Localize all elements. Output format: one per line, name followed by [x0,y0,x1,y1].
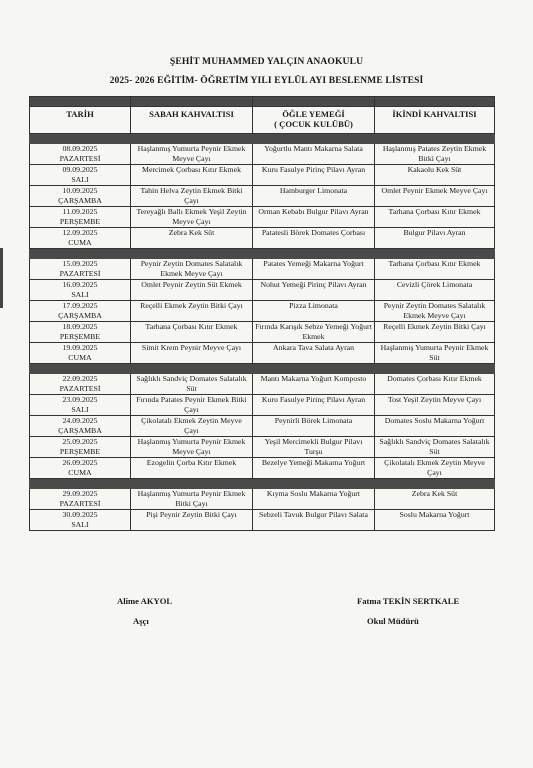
date-cell [30,343,131,364]
date-text: 22.09.2025 [62,374,98,383]
date-text: 29.09.2025 [62,489,98,498]
school-name: ŞEHİT MUHAMMED YALÇIN ANAOKULU [169,56,364,67]
date-cell [30,228,131,249]
breakfast-cell: Haşlanmış Yumurta Peynir Ekmek Meyve Çayı [131,437,253,458]
table-row [30,510,495,531]
principal-name: Fatma TEKİN SERTKALE [357,596,460,606]
principal-role: Okul Müdürü [367,616,419,626]
date-cell [30,280,131,301]
table-row [30,186,495,207]
afternoon-cell: Çikolatalı Ekmek Zeytin Meyve Çayı [375,458,495,479]
day-name: ÇARŞAMBA [58,310,102,320]
day-name: SALI [71,174,89,184]
header-band [30,97,495,107]
date-cell [30,144,131,165]
week-separator [30,249,495,259]
date-cell [30,186,131,207]
breakfast-cell: Sağlıklı Sandviç Domates Salatalık Süt [131,374,253,395]
lunch-cell: Hamburger Limonata [253,186,375,207]
meal-plan-table [29,96,495,531]
breakfast-cell: Haşlanmış Yumurta Peynir Ekmek Meyve Çayı [131,144,253,165]
breakfast-cell: Peynir Zeytin Domates Salatalık Ekmek Meyve Çayı [131,259,253,280]
table-row [30,458,495,479]
date-text: 25.09.2025 [62,437,98,446]
date-text: 26.09.2025 [62,458,98,467]
day-name: ÇARŞAMBA [58,425,102,435]
day-name: CUMA [68,352,92,362]
breakfast-cell: Simit Krem Peynir Meyve Çayı [131,343,253,364]
day-name: PAZARTESİ [59,383,101,393]
afternoon-cell: Reçelli Ekmek Zeytin Bitki Çayı [375,322,495,343]
lunch-cell: Patates Yemeği Makarna Yoğurt [253,259,375,280]
cook-role: Aşçı [133,616,149,626]
lunch-cell: Sebzeli Tavuk Bulgur Pilavı Salata [253,510,375,531]
breakfast-cell: Reçelli Ekmek Zeytin Bitki Çayı [131,301,253,322]
column-header-breakfast: SABAH KAHVALTISI [131,107,253,134]
date-text: 24.09.2025 [62,416,98,425]
week-separator [30,134,495,144]
table-row [30,301,495,322]
lunch-cell: Orman Kebabı Bulgur Pilavı Ayran [253,207,375,228]
lunch-cell: Ankara Tava Salata Ayran [253,343,375,364]
date-cell [30,165,131,186]
afternoon-cell: Domates Çorbası Kıtır Ekmek [375,374,495,395]
scan-edge-mark [0,248,3,308]
afternoon-cell: Cevizli Çörek Limonata [375,280,495,301]
table-row [30,437,495,458]
afternoon-cell: Haşlanmış Patates Zeytin Ekmek Bitki Çayı [375,144,495,165]
table-row [30,416,495,437]
date-text: 12.09.2025 [62,228,98,237]
day-name: ÇARŞAMBA [58,195,102,205]
table-row [30,395,495,416]
table-row [30,165,495,186]
date-cell [30,510,131,531]
date-cell [30,301,131,322]
afternoon-cell: Omlet Peynir Ekmek Meyve Çayı [375,186,495,207]
date-text: 15.09.2025 [62,259,98,268]
date-cell [30,458,131,479]
breakfast-cell: Tereyağlı Ballı Ekmek Yeşil Zeytin Meyve Çayı [131,207,253,228]
date-text: 11.09.2025 [62,207,98,216]
afternoon-cell: Soslu Makarna Yoğurt [375,510,495,531]
lunch-cell: Kuru Fasulye Pirinç Pilavı Ayran [253,165,375,186]
breakfast-cell: Çikolatalı Ekmek Zeytin Meyve Çayı [131,416,253,437]
date-cell [30,416,131,437]
afternoon-cell: Domates Soslu Makarna Yoğurt [375,416,495,437]
lunch-cell: Fırında Karışık Sebze Yemeği Yoğurt Ekmek [253,322,375,343]
lunch-cell: Nohut Yemeği Pirinç Pilavı Ayran [253,280,375,301]
date-cell [30,437,131,458]
afternoon-cell: Tarhana Çorbası Kıtır Ekmek [375,259,495,280]
date-text: 18.09.2025 [62,322,98,331]
day-name: PAZARTESİ [59,153,101,163]
breakfast-cell: Haşlanmış Yumurta Peynir Ekmek Bitki Çayı [131,489,253,510]
week-separator [30,364,495,374]
table-row [30,207,495,228]
breakfast-cell: Ezogelin Çorba Kıtır Ekmek [131,458,253,479]
breakfast-cell: Tarhana Çorbası Kıtır Ekmek [131,322,253,343]
day-name: PERŞEMBE [59,216,101,226]
lunch-cell: Peynirli Börek Limonata [253,416,375,437]
column-header-lunch: ÖĞLE YEMEĞİ ( ÇOCUK KULÜBÜ) [253,107,375,134]
lunch-cell: Kıyma Soslu Makarna Yoğurt [253,489,375,510]
afternoon-cell: Zebra Kek Süt [375,489,495,510]
table-row [30,489,495,510]
cook-name: Alime AKYOL [117,596,173,606]
lunch-cell: Yoğurtlu Mantı Makarna Salata [253,144,375,165]
afternoon-cell: Sağlıklı Sandviç Domates Salatalık Süt [375,437,495,458]
date-cell [30,374,131,395]
date-text: 10.09.2025 [62,186,98,195]
table-row [30,144,495,165]
table-row [30,280,495,301]
breakfast-cell: Tahin Helva Zeytin Ekmek Bitki Çayı [131,186,253,207]
table-row [30,259,495,280]
column-header-date: TARİH [30,107,131,134]
afternoon-cell: Tarhana Çorbası Kıtır Ekmek [375,207,495,228]
table-row [30,322,495,343]
breakfast-cell: Pişi Peynir Zeytin Bitki Çayı [131,510,253,531]
lunch-cell: Patatesli Börek Domates Çorbası [253,228,375,249]
afternoon-cell: Kakaolu Kek Süt [375,165,495,186]
date-cell [30,259,131,280]
date-text: 19.09.2025 [62,343,98,352]
date-text: 23.09.2025 [62,395,98,404]
breakfast-cell: Fırında Patates Peynir Ekmek Bitki Çayı [131,395,253,416]
date-text: 09.09.2025 [62,165,98,174]
breakfast-cell: Mercimek Çorbası Kıtır Ekmek [131,165,253,186]
day-name: CUMA [68,467,92,477]
afternoon-cell: Tost Yeşil Zeytin Meyve Çayı [375,395,495,416]
lunch-cell: Mantı Makarna Yoğurt Komposto [253,374,375,395]
column-header-afternoon: İKİNDİ KAHVALTISI [375,107,495,134]
afternoon-cell: Haşlanmış Yumurta Peynir Ekmek Süt [375,343,495,364]
lunch-cell: Kuru Fasulye Pirinç Pilavı Ayran [253,395,375,416]
lunch-cell: Yeşil Mercimekli Bulgur Pilavı Turşu [253,437,375,458]
breakfast-cell: Zebra Kek Süt [131,228,253,249]
breakfast-cell: Omlet Peynir Zeytin Süt Ekmek [131,280,253,301]
day-name: PERŞEMBE [59,331,101,341]
document-title: 2025- 2026 EĞİTİM- ÖĞRETİM YILI EYLÜL AYI BESLENME LİSTESİ [109,75,424,86]
date-cell [30,322,131,343]
day-name: PAZARTESİ [59,498,101,508]
date-text: 08.09.2025 [62,144,98,153]
day-name: SALI [71,519,89,529]
date-cell [30,207,131,228]
table-row [30,228,495,249]
afternoon-cell: Peynir Zeytin Domates Salatalık Ekmek Meyve Çayı [375,301,495,322]
column-header-row [30,107,495,134]
lunch-cell: Bezelye Yemeği Makarna Yoğurt [253,458,375,479]
date-text: 30.09.2025 [62,510,98,519]
day-name: PAZARTESİ [59,268,101,278]
date-text: 16.09.2025 [62,280,98,289]
date-cell [30,489,131,510]
afternoon-cell: Bulgur Pilavı Ayran [375,228,495,249]
day-name: PERŞEMBE [59,446,101,456]
date-cell [30,395,131,416]
day-name: SALI [71,289,89,299]
week-separator [30,479,495,489]
table-row [30,343,495,364]
day-name: CUMA [68,237,92,247]
date-text: 17.09.2025 [62,301,98,310]
day-name: SALI [71,404,89,414]
table-row [30,374,495,395]
lunch-cell: Pizza Limonata [253,301,375,322]
